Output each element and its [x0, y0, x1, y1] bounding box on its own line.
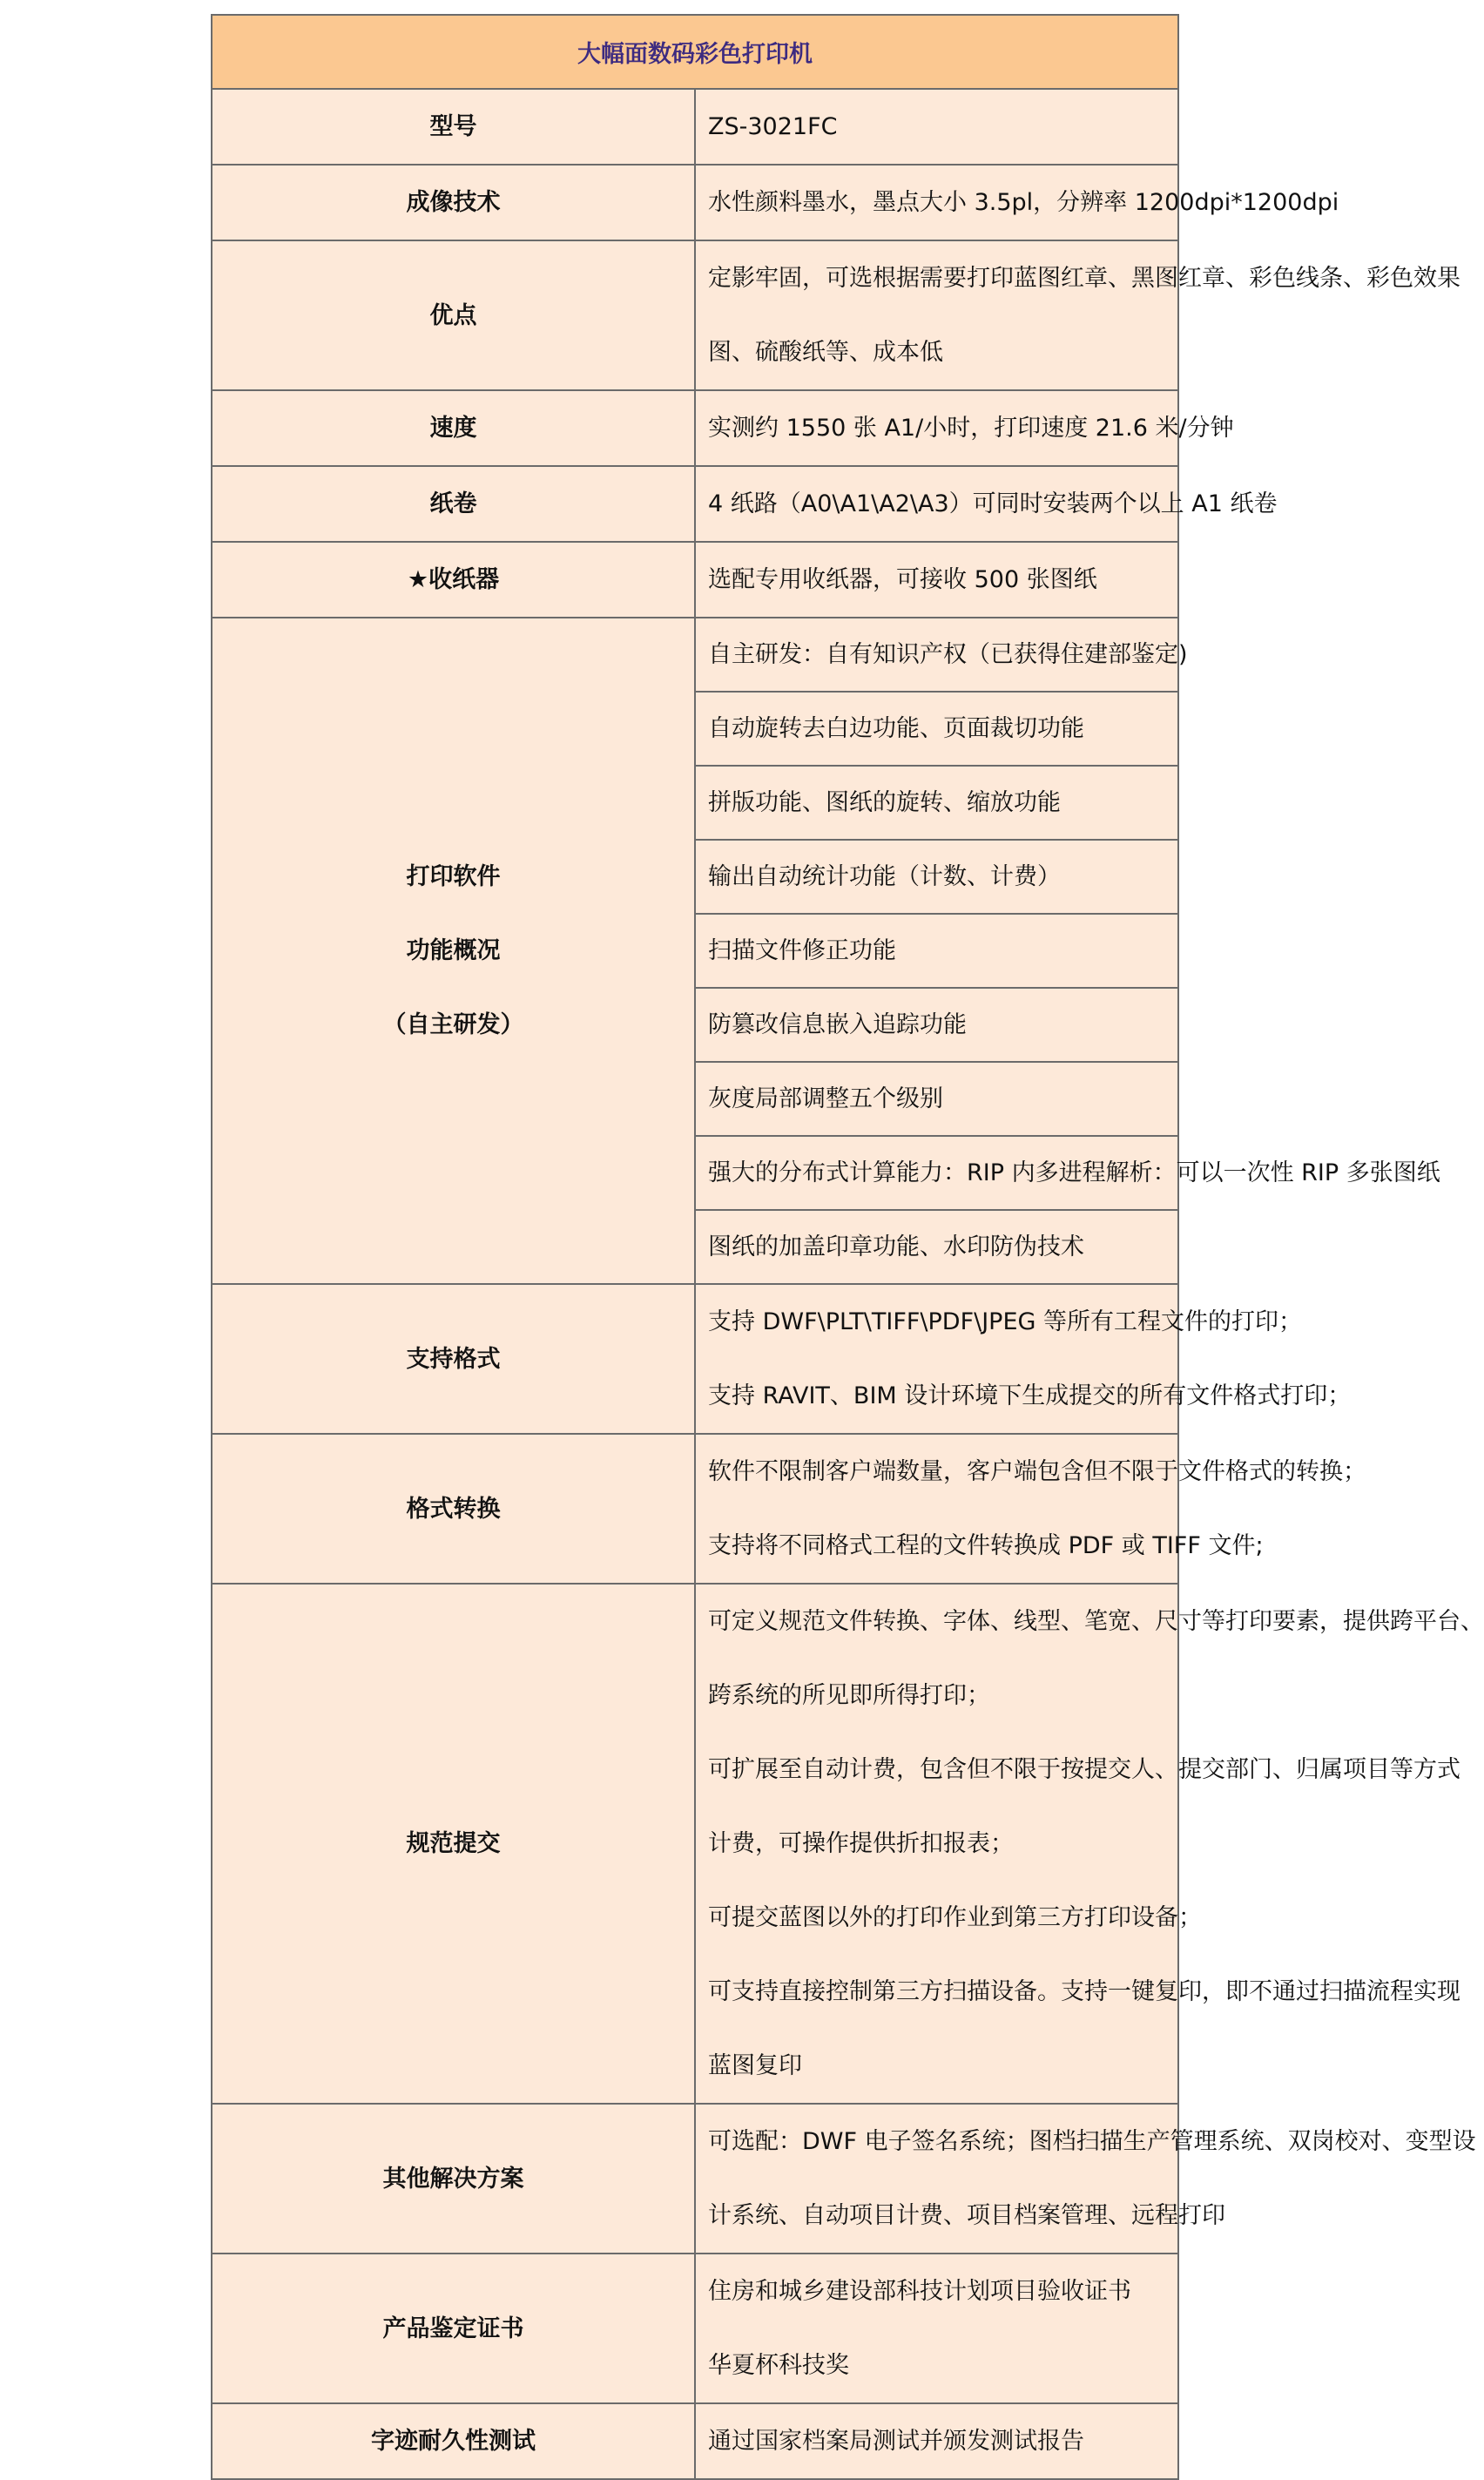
row-value-text: 计费，可操作提供折扣报表；	[708, 1830, 1014, 1857]
row-label	[212, 2104, 695, 2254]
software-feature	[695, 1062, 1178, 1136]
row-value-text: 可提交蓝图以外的打印作业到第三方打印设备；	[708, 1904, 1202, 1931]
software-feature	[695, 1136, 1440, 1210]
row-label-text: 规范提交	[406, 1830, 501, 1857]
software-feature	[695, 618, 1188, 692]
row-value-text: 可选配：DWF 电子签名系统；图档扫描生产管理系统、双岗校对、变型设	[708, 2128, 1476, 2155]
software-feature	[695, 1210, 1178, 1284]
row-value	[695, 1584, 1484, 2104]
row-value	[695, 1434, 1366, 1584]
row-label	[212, 466, 695, 542]
row-label-text: 优点	[429, 301, 477, 329]
software-feature-text: 扫描文件修正功能	[708, 937, 896, 964]
row-value	[695, 542, 1178, 618]
row-value-text: 跨系统的所见即所得打印；	[708, 1682, 990, 1709]
software-feature	[695, 766, 1178, 840]
software-feature-text: 图纸的加盖印章功能、水印防伪技术	[708, 1233, 1084, 1260]
spec-table	[211, 14, 1484, 2480]
table-title: 大幅面数码彩色打印机	[212, 15, 1178, 89]
table-row	[212, 1584, 1178, 2104]
row-value-text: ZS-3021FC	[708, 113, 838, 140]
row-label	[212, 1284, 695, 1434]
row-label-text: 打印软件	[406, 863, 501, 890]
row-value	[695, 165, 1339, 240]
row-label-text: ★收纸器	[407, 566, 500, 593]
software-feature	[695, 840, 1178, 914]
row-value-text: 可定义规范文件转换、字体、线型、笔宽、尺寸等打印要素，提供跨平台、	[708, 1608, 1484, 1635]
row-value-text: 水性颜料墨水，墨点大小 3.5pl，分辨率 1200dpi*1200dpi	[708, 189, 1339, 216]
title-row	[212, 15, 1178, 89]
table-row	[212, 466, 1178, 542]
row-label-text: 速度	[429, 415, 477, 442]
row-value-text: 计系统、自动项目计费、项目档案管理、远程打印	[708, 2202, 1225, 2229]
row-value-text: 可扩展至自动计费，包含但不限于按提交人、提交部门、归属项目等方式	[708, 1756, 1460, 1783]
table-row	[212, 390, 1178, 466]
software-feature-text: 输出自动统计功能（计数、计费）	[708, 863, 1061, 890]
row-value	[695, 390, 1234, 466]
row-value	[695, 466, 1278, 542]
row-value-text: 华夏杯科技奖	[708, 2352, 849, 2379]
row-value-text: 4 纸路（A0\A1\A2\A3）可同时安装两个以上 A1 纸卷	[708, 490, 1278, 517]
row-value-text: 定影牢固，可选根据需要打印蓝图红章、黑图红章、彩色线条、彩色效果	[708, 265, 1460, 292]
table-row	[212, 240, 1178, 390]
software-feature-text: 灰度局部调整五个级别	[708, 1085, 943, 1112]
software-feature	[695, 692, 1178, 766]
row-value-text: 可支持直接控制第三方扫描设备。支持一键复印，即不通过扫描流程实现	[708, 1978, 1460, 2005]
row-value-text: 支持 DWF\PLT\TIFF\PDF\JPEG 等所有工程文件的打印；	[708, 1308, 1303, 1335]
table-row	[212, 2254, 1178, 2403]
row-value-text: 图、硫酸纸等、成本低	[708, 339, 943, 366]
row-label	[212, 165, 695, 240]
row-value	[695, 2104, 1476, 2254]
row-label-text: 型号	[429, 113, 477, 140]
row-label-text: 其他解决方案	[382, 2165, 524, 2193]
row-value	[695, 2403, 1178, 2479]
row-label-text: 纸卷	[429, 490, 477, 517]
row-label	[212, 240, 695, 390]
table-row	[212, 89, 1178, 165]
row-value	[695, 240, 1460, 390]
row-label	[212, 618, 695, 1284]
software-feature	[695, 988, 1178, 1062]
row-value	[695, 1284, 1352, 1434]
row-label	[212, 1434, 695, 1584]
row-label	[212, 1584, 695, 2104]
table-row	[212, 618, 1178, 692]
table-row	[212, 165, 1178, 240]
row-label	[212, 89, 695, 165]
row-value-text: 实测约 1550 张 A1/小时，打印速度 21.6 米/分钟	[708, 415, 1234, 442]
table-row	[212, 2403, 1178, 2479]
row-value-text: 选配专用收纸器，可接收 500 张图纸	[708, 566, 1097, 593]
row-value-text: 蓝图复印	[708, 2052, 802, 2079]
row-label	[212, 2403, 695, 2479]
row-label-text: 产品鉴定证书	[382, 2314, 524, 2342]
row-label-text: 功能概况	[406, 937, 501, 964]
table-row	[212, 1284, 1178, 1434]
row-label-text: 字迹耐久性测试	[371, 2428, 536, 2455]
row-value-text: 支持将不同格式工程的文件转换成 PDF 或 TIFF 文件;	[708, 1532, 1264, 1559]
row-value	[695, 89, 1178, 165]
table-row	[212, 2104, 1178, 2254]
software-feature-text: 自动旋转去白边功能、页面裁切功能	[708, 715, 1084, 742]
row-label	[212, 390, 695, 466]
row-value-text: 住房和城乡建设部科技计划项目验收证书	[708, 2278, 1131, 2305]
software-feature-text: 防篡改信息嵌入追踪功能	[708, 1011, 967, 1038]
software-feature-text: 强大的分布式计算能力：RIP 内多进程解析：可以一次性 RIP 多张图纸	[708, 1159, 1440, 1186]
table-row	[212, 542, 1178, 618]
row-value-text: 通过国家档案局测试并颁发测试报告	[708, 2428, 1084, 2455]
spec-table-body	[212, 15, 1484, 2479]
software-feature	[695, 914, 1178, 988]
row-label-text: （自主研发）	[382, 1011, 524, 1038]
row-value-text: 软件不限制客户端数量，客户端包含但不限于文件格式的转换；	[708, 1458, 1366, 1485]
row-label-text: 格式转换	[406, 1495, 501, 1523]
row-label-text: 支持格式	[406, 1345, 501, 1373]
software-feature-text: 自主研发：自有知识产权（已获得住建部鉴定)	[708, 641, 1188, 668]
row-value	[695, 2254, 1178, 2403]
row-label-text: 成像技术	[406, 189, 501, 216]
row-label	[212, 542, 695, 618]
row-label	[212, 2254, 695, 2403]
row-value-text: 支持 RAVIT、BIM 设计环境下生成提交的所有文件格式打印；	[708, 1382, 1352, 1409]
table-row	[212, 1434, 1178, 1584]
software-feature-text: 拼版功能、图纸的旋转、缩放功能	[708, 789, 1061, 816]
